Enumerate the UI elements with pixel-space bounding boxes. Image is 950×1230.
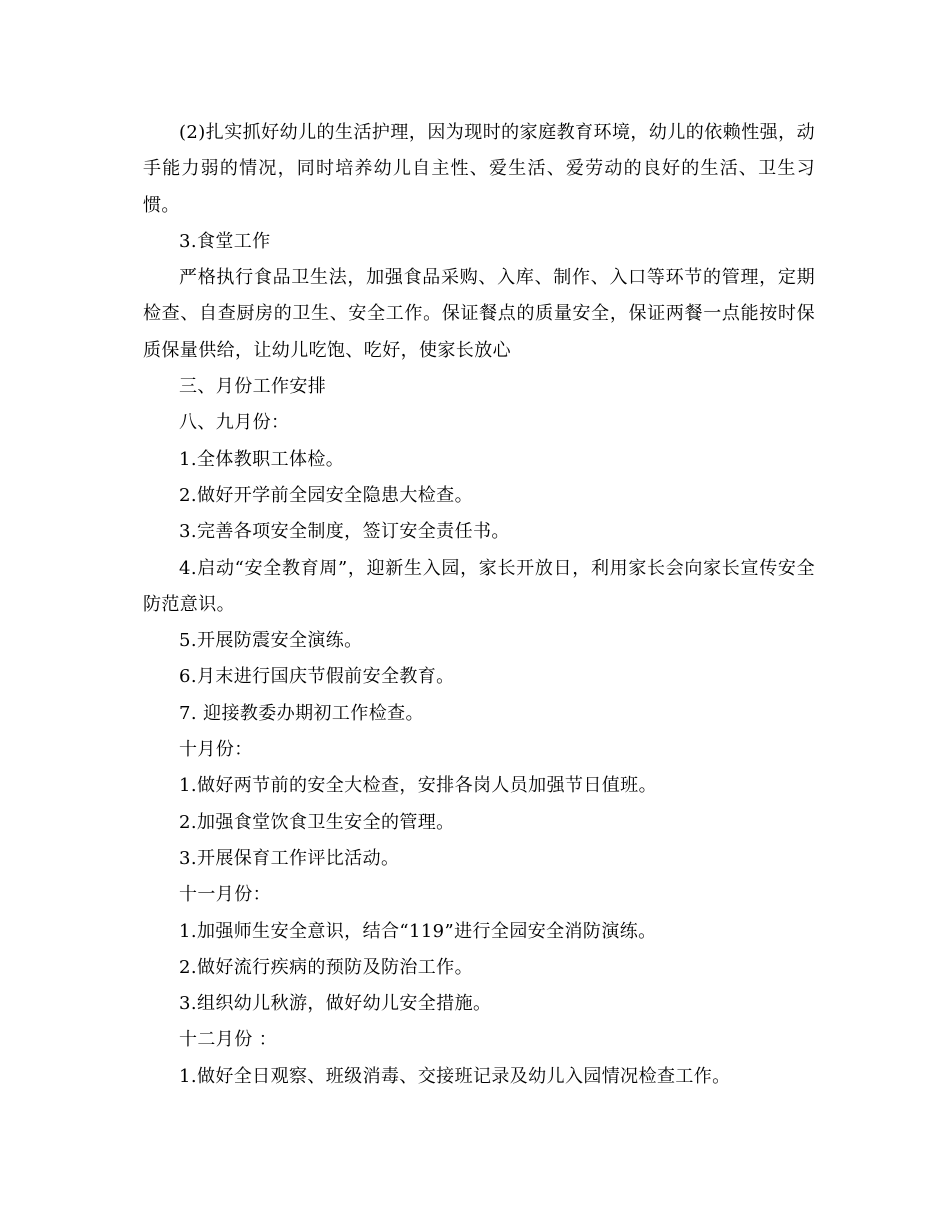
list-item: 1.做好全日观察、班级消毒、交接班记录及幼儿入园情况检查工作。: [179, 1065, 731, 1087]
list-item: 3.组织幼儿秋游，做好幼儿安全措施。: [179, 993, 492, 1015]
list-item: 1.全体教职工体检。: [179, 448, 345, 470]
list-item: 5.开展防震安全演练。: [179, 630, 363, 652]
paragraph-food-hygiene: 严格执行食品卫生法，加强食品采购、入库、制作、入口等环节的管理，定期检查、自查厨房的卫生、安全工作。保证餐点的质量安全，保证两餐一点能按时保质保量供给，让幼儿吃饱、吃好，使家长放心: [143, 267, 815, 361]
heading-canteen-work: 3.食堂工作: [179, 230, 271, 252]
list-item: 7. 迎接教委办期初工作检查。: [179, 702, 424, 724]
list-item: 2.加强食堂饮食卫生安全的管理。: [179, 811, 455, 833]
list-item: 1.做好两节前的安全大检查，安排各岗人员加强节日值班。: [179, 775, 657, 797]
list-item: 4.启动“安全教育周”，迎新生入园，家长开放日，利用家长会向家长宣传安全防范意识。: [143, 557, 815, 615]
heading-aug-sep: 八、九月份：: [179, 412, 290, 434]
document-body: [143, 115, 815, 1095]
list-item: 2.做好流行疾病的预防及防治工作。: [179, 956, 473, 978]
heading-december: 十二月份 ：: [179, 1029, 278, 1051]
list-item: 3.开展保育工作评比活动。: [179, 847, 400, 869]
list-item: 3.完善各项安全制度，签订安全责任书。: [179, 521, 510, 543]
paragraph-child-care: (2)扎实抓好幼儿的生活护理，因为现时的家庭教育环境，幼儿的依赖性强，动手能力弱的情况，同时培养幼儿自主性、爱生活、爱劳动的良好的生活、卫生习惯。: [143, 122, 815, 216]
list-item: 2.做好开学前全园安全隐患大检查。: [179, 484, 473, 506]
heading-october: 十月份：: [179, 739, 253, 761]
heading-november: 十一月份：: [179, 884, 271, 906]
list-item: 6.月末进行国庆节假前安全教育。: [179, 666, 455, 688]
heading-monthly-schedule: 三、月份工作安排: [179, 376, 327, 398]
list-item: 1.加强师生安全意识，结合“119”进行全园安全消防演练。: [179, 920, 657, 942]
